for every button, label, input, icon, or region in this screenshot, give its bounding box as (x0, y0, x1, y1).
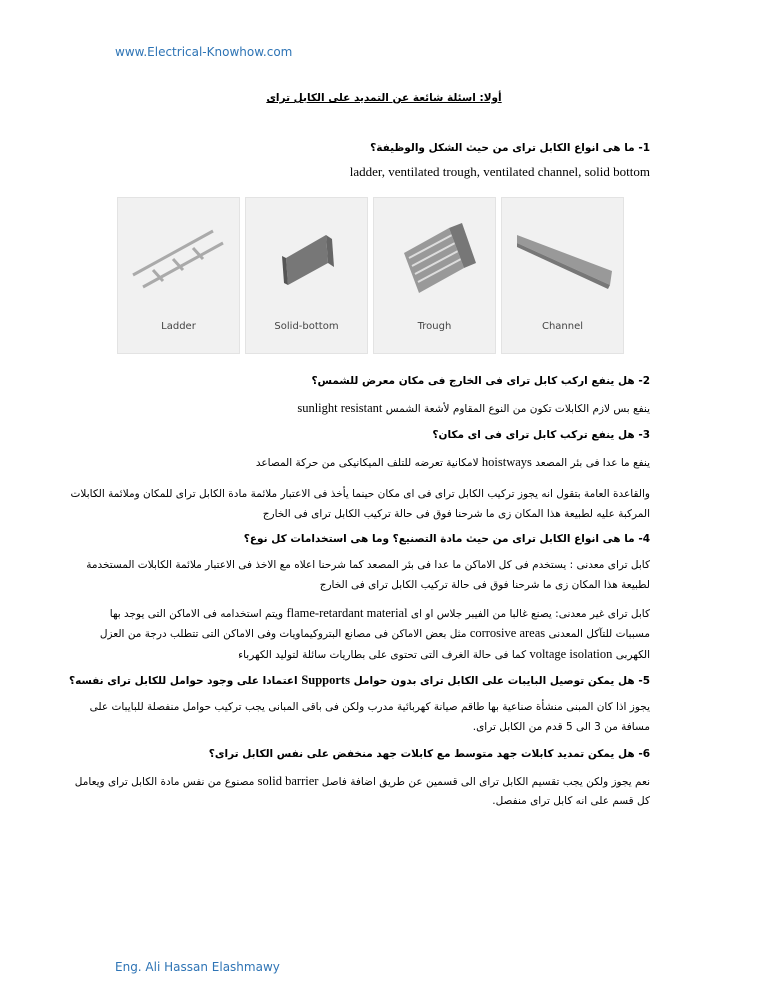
answer-6-line: كل قسم على انه كابل تراى منفصل. (492, 795, 650, 807)
answer-2 (297, 401, 650, 416)
channel-image (512, 223, 617, 293)
answer-4-metal-line: كابل تراى معدنى : يستخدم فى كل الاماكن ما عدا فى بئر المصعد كما شرحنا اعلاه مع الاخذ فى الاعتبار ملائمة الكابلات المستخدمة (86, 559, 650, 571)
tile-label: Ladder (161, 321, 196, 332)
ladder-image (128, 223, 228, 293)
text: لامكانية تعرضه للتلف الميكانيكى من حركة المصاعد (255, 457, 479, 469)
footer-author: Eng. Ali Hassan Elashmawy (115, 960, 280, 974)
term: corrosive areas (469, 626, 546, 640)
question-1: 1- ما هى انواع الكابل تراى من حيث الشكل والوظيفة؟ (370, 142, 650, 154)
tile-ladder (117, 197, 240, 354)
tile-trough (373, 197, 496, 354)
term: flame-retardant material (286, 606, 408, 620)
text: مصنوع من نفس مادة الكابل تراى ويعامل (74, 776, 255, 788)
answer-3-line (256, 455, 650, 470)
answer-5-line: يجوز اذا كان المبنى منشأة صناعية بها طاقم صيانة كهربائية مدرب ولكن فى باقى المبانى يجب تركيب حوامل منفصلة للبايبات على (89, 701, 650, 713)
question-4: 4- ما هى انواع الكابل تراى من حيث مادة التصنيع؟ وما هى استخدامات كل نوع؟ (243, 533, 650, 545)
header-website[interactable]: www.Electrical-Knowhow.com (115, 45, 293, 59)
term: Supports (301, 673, 350, 687)
answer-6-line (75, 774, 650, 789)
question-3: 3- هل ينفع تركب كابل تراى فى اى مكان؟ (432, 429, 650, 441)
text: ينفع بس لازم الكابلات تكون من النوع المقاوم لأشعة الشمس (385, 403, 650, 415)
answer-1: ladder, ventilated trough, ventilated channel, solid bottom (349, 164, 650, 179)
text: كابل تراى غير معدنى: يصنع غالبا من الفيبر جلاس او اى (410, 608, 650, 620)
text: ويتم استخدامه فى الاماكن التى يوجد بها (109, 608, 284, 620)
text: نعم يجوز ولكن يجب تقسيم الكابل تراى الى قسمين عن طريق اضافة فاصل (321, 776, 650, 788)
trough-image (384, 223, 484, 298)
answer-3-para-line: المركبة عليه لطبيعة هذا المكان زى ما شرحنا فوق فى حالة تركيب الكابل تراى فى الخارج (262, 508, 650, 520)
text: اعتمادا على وجود حوامل للكابل تراى نفسه؟ (68, 675, 298, 687)
answer-4-nonmetal-line (238, 647, 650, 662)
question-2: 2- هل ينفع اركب كابل تراى فى الخارج فى مكان معرض للشمس؟ (311, 375, 650, 387)
answer-4-nonmetal-line (110, 606, 650, 621)
tile-solid-bottom (245, 197, 368, 354)
tile-label: Trough (417, 321, 452, 332)
answer-4-nonmetal-line (100, 626, 650, 641)
term: sunlight resistant (297, 401, 383, 415)
solid-bottom-image (256, 223, 356, 293)
text: الكهربى (615, 649, 650, 661)
tile-label: Channel (541, 321, 584, 332)
term: voltage isolation (529, 647, 613, 661)
tile-label: Solid-bottom (274, 321, 339, 332)
text: مسببات للتآكل المعدنى (548, 628, 650, 640)
question-5 (69, 673, 650, 688)
text: 5- هل يمكن توصيل البايبات على الكابل تراى بدون حوامل (353, 675, 650, 687)
answer-4-metal-line: لطبيعة هذا المكان زى ما شرحنا فوق فى حالة تركيب الكابل تراى فى الخارج (319, 579, 650, 591)
term: solid barrier (257, 774, 319, 788)
answer-3-para-line: والقاعدة العامة بتقول انه يجوز تركيب الكابل تراى فى اى مكان حينما يأخذ فى الاعتبار ملائمة مادة الكابل تراى للمكان وملائمة الكابلات (70, 488, 650, 500)
answer-5-line: مسافة من 3 الى 5 قدم من الكابل تراى. (472, 721, 650, 733)
text: كما فى حالة الغرف التى تحتوى على بطاريات سائلة لتوليد الكهرباء (238, 649, 527, 661)
page-title: أولا: اسئلة شائعة عن التمديد على الكابل تراى (266, 92, 502, 104)
tile-channel (501, 197, 624, 354)
question-6: 6- هل يمكن تمديد كابلات جهد متوسط مع كابلات جهد منخفض على نفس الكابل تراى؟ (208, 748, 650, 760)
text: مثل بعض الاماكن فى مصانع البتروكيماويات وفى الاماكن التى تتطلب درجة من العزل (99, 628, 467, 640)
text: ينفع ما عدا فى بئر المصعد (535, 457, 650, 469)
term: hoistways (481, 455, 532, 469)
